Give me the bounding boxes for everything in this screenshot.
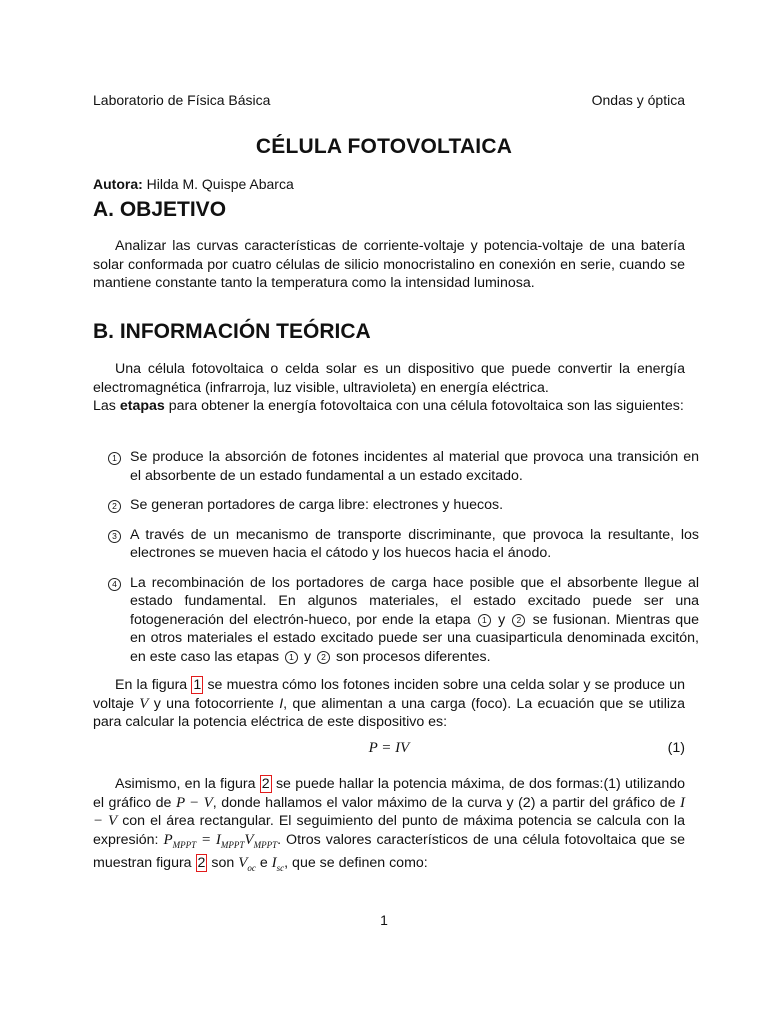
text-run: se puede hallar la potencia máxima, de dos formas:(1) utilizando el gráfico de bbox=[93, 776, 685, 811]
figure-paragraph bbox=[93, 676, 685, 732]
circled-number: 1 bbox=[108, 452, 121, 465]
info-paragraph-1: Una célula fotovoltaica o celda solar es un dispositivo que puede convertir la energía electromagnética (infrarroja, luz visible, ultravioleta) en energía eléctrica. bbox=[93, 361, 685, 396]
text-run: , donde hallamos el valor máximo de la curva y (2) a partir del gráfico de bbox=[212, 794, 676, 811]
list-item-text-part: La recombinación de los portadores de carga hace posible que el absorbente llegue al estado fundamental. En algunos materiales, el estado excitado puede ser una fotogeneración del electrón-hueco, por ende la etapa bbox=[130, 574, 699, 628]
list-item-text: Se produce la absorción de fotones incidentes al material que provoca una transición en el absorbente de un estado fundamental a un estado excitado. bbox=[130, 449, 699, 484]
text-run: En la figura bbox=[115, 677, 188, 693]
text-run: , que alimentan a una carga (foco). La ecuación que se utiliza para calcular la potencia eléctrica de este dispositivo es: bbox=[93, 695, 686, 730]
circled-number: 2 bbox=[108, 500, 121, 513]
author-name: Hilda M. Quispe Abarca bbox=[146, 176, 294, 192]
list-item bbox=[93, 526, 699, 563]
list-item-text: A través de un mecanismo de transporte discriminante, que provoca la resultante, los electrones se mueven hacia el cátodo y los huecos hacia el ánodo. bbox=[130, 526, 699, 561]
conjunction: y bbox=[303, 648, 312, 665]
list-item-text-part: se fusionan. Mientras que en otros materiales el estado excitado puede ser una cuasiparticula denominada excitón, en este caso las etapas bbox=[130, 611, 699, 665]
equation-number: (1) bbox=[667, 740, 685, 756]
math-iv: I − V bbox=[93, 794, 685, 829]
circled-number: 1 bbox=[478, 614, 491, 627]
text-run: se muestra cómo los fotones inciden sobre una celda solar y se produce un voltaje bbox=[93, 677, 685, 712]
circled-number: 1 bbox=[285, 651, 298, 664]
math-isc bbox=[272, 855, 285, 871]
math-subscript: MPPT bbox=[220, 839, 245, 850]
info-paragraph-2 bbox=[93, 397, 685, 416]
circled-number: 2 bbox=[512, 614, 525, 627]
math-symbol: V bbox=[238, 855, 248, 871]
circled-number: 4 bbox=[108, 578, 121, 591]
math-symbol: V bbox=[244, 831, 254, 848]
conjunction: y bbox=[498, 611, 506, 628]
info-p2-bold: etapas bbox=[119, 398, 165, 414]
max-power-paragraph bbox=[93, 775, 685, 878]
stages-list bbox=[93, 448, 699, 677]
list-item bbox=[93, 574, 699, 667]
author-label: Autora: bbox=[93, 176, 143, 192]
running-header-right: Ondas y óptica bbox=[591, 92, 685, 108]
list-item-text: Se generan portadores de carga libre: electrones y huecos. bbox=[130, 497, 504, 513]
info-p2-post: para obtener la energía fotovoltaica con una célula fotovoltaica son las siguientes: bbox=[168, 398, 684, 414]
math-symbol: I bbox=[271, 855, 277, 871]
text-run: e bbox=[259, 855, 268, 871]
text-run: . Otros valores característicos de una célula fotovoltaica que se muestran figura bbox=[93, 831, 685, 871]
list-item bbox=[93, 448, 699, 485]
text-run: son bbox=[211, 855, 235, 871]
figure-2-link[interactable]: 2 bbox=[261, 776, 270, 792]
math-voc bbox=[238, 855, 256, 871]
text-run: y una fotocorriente bbox=[153, 695, 274, 712]
author-line bbox=[93, 176, 294, 192]
math-pv: P − V bbox=[175, 794, 213, 811]
figure-2-link[interactable]: 2 bbox=[197, 855, 206, 871]
info-p2-pre: Las bbox=[93, 398, 116, 414]
math-mppt-formula bbox=[163, 832, 277, 848]
list-item-text-part: son procesos diferentes. bbox=[335, 648, 491, 665]
math-subscript: MPPT bbox=[253, 839, 278, 850]
list-item bbox=[93, 496, 699, 515]
text-run: , que se definen como: bbox=[284, 855, 428, 871]
section-heading-objetivo: A. OBJETIVO bbox=[93, 198, 227, 221]
math-symbol: P bbox=[163, 831, 173, 848]
math-symbol: = I bbox=[196, 831, 221, 848]
section-heading-informacion: B. INFORMACIÓN TEÓRICA bbox=[93, 320, 371, 343]
circled-number: 2 bbox=[317, 651, 330, 664]
math-current: I bbox=[279, 695, 284, 712]
math-voltage: V bbox=[139, 695, 149, 712]
circled-number: 3 bbox=[108, 530, 121, 543]
text-run: Asimismo, en la figura bbox=[115, 776, 256, 792]
objetivo-paragraph: Analizar las curvas características de corriente-voltaje y potencia-voltaje de una batería solar conformada por cuatro células de silicio monocristalino en conexión en serie, cuando se mantiene constante tanto la temperatura como la intensidad luminosa. bbox=[93, 238, 685, 291]
equation-expression: P = IV bbox=[368, 740, 410, 756]
running-header-left: Laboratorio de Física Básica bbox=[93, 92, 271, 108]
text-run: con el área rectangular. El seguimiento del punto de máxima potencia se calcula con la expresión: bbox=[93, 813, 685, 848]
math-subscript: oc bbox=[247, 863, 256, 873]
math-subscript: sc bbox=[276, 863, 285, 873]
page-number: 1 bbox=[380, 912, 388, 928]
document-title: CÉLULA FOTOVOLTAICA bbox=[255, 135, 513, 158]
figure-1-link[interactable]: 1 bbox=[193, 677, 202, 693]
math-subscript: MPPT bbox=[172, 839, 197, 850]
